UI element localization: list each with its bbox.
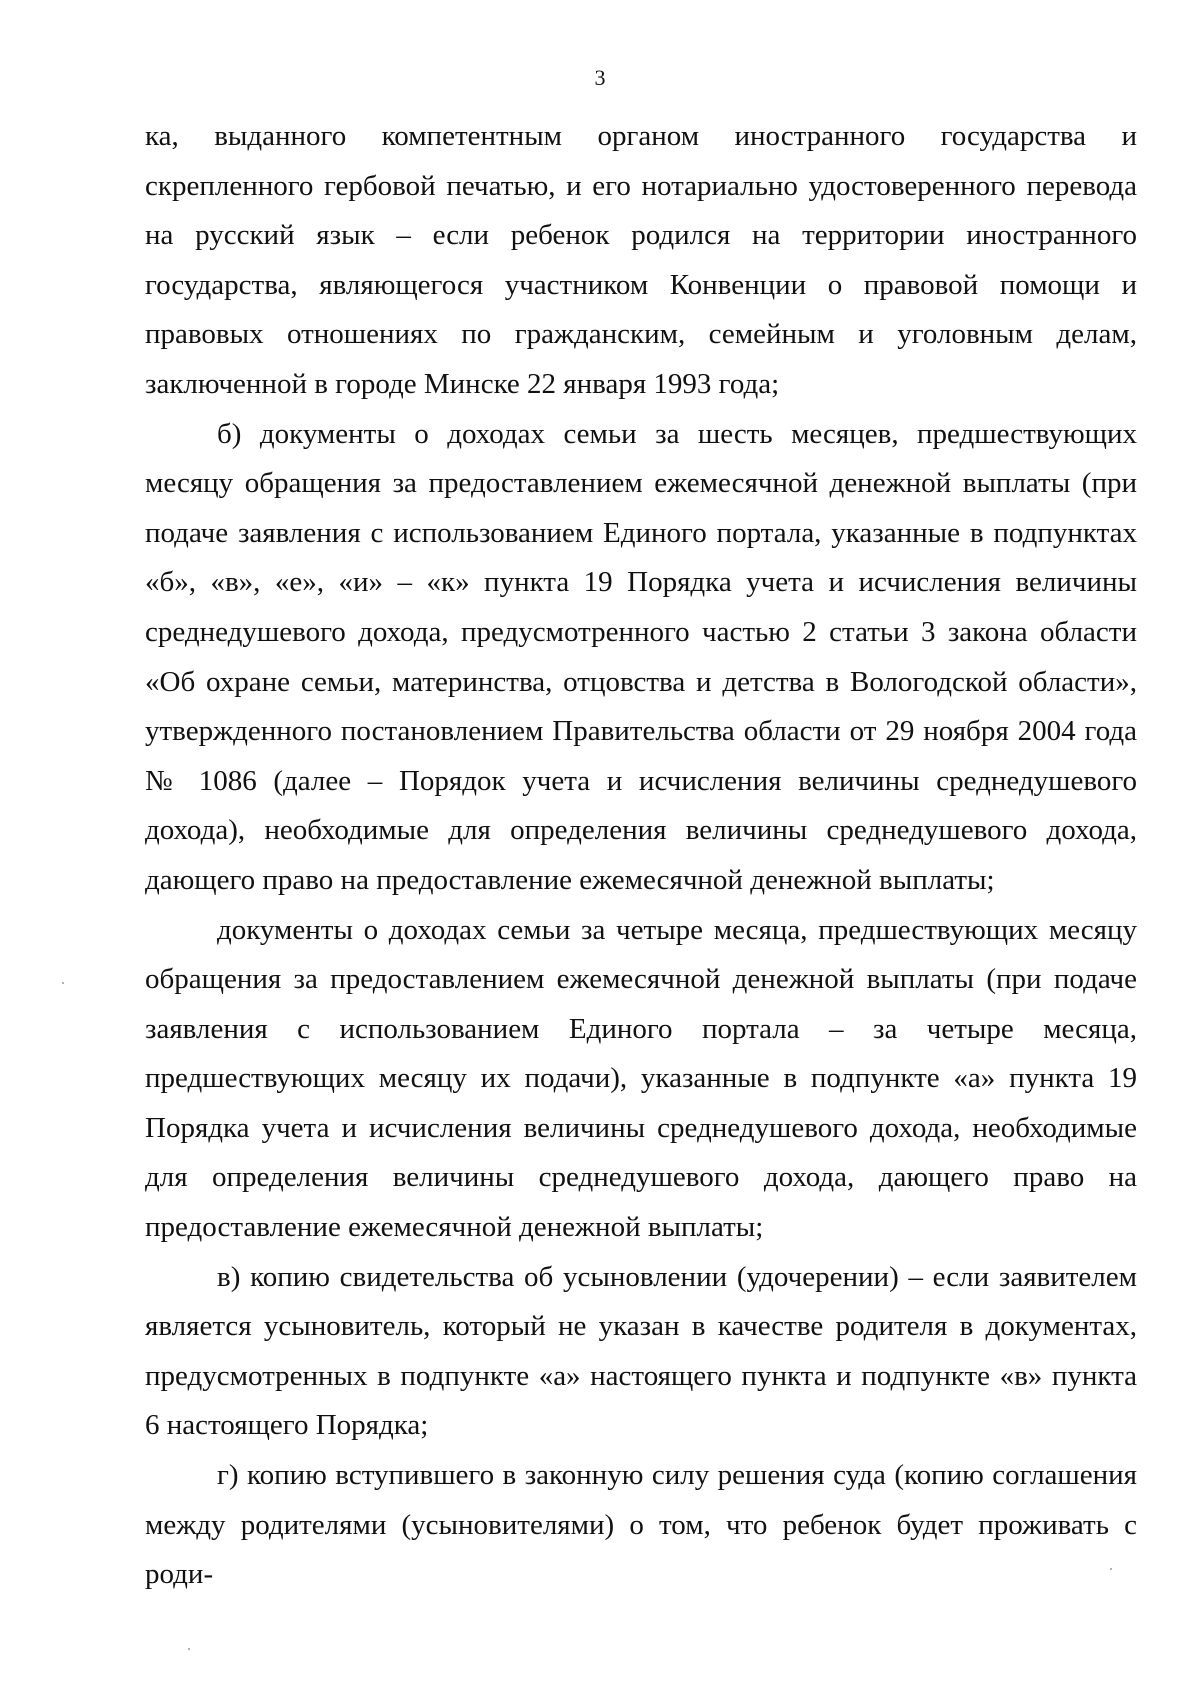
scan-speck xyxy=(1110,1568,1112,1570)
scan-speck xyxy=(188,1648,190,1650)
page-number: 3 xyxy=(594,65,606,90)
paragraph-continuation: ка, выданного компетентным органом иностранного государства и скрепленного гербовой печатью, и его нотариально удостоверенного перевода на русский язык – если ребенок родился на территории иностранного государства, являющегося участником Конвенции о правовой помощи и правовых отношениях по гражданским, семейным и уголовным делам, заключенной в городе Минске 22 января 1993 года; xyxy=(145,120,1137,400)
paragraph-item-g: г) копию вступившего в законную силу решения суда (копию соглашения между родителями (усыновителями) о том, что ребенок будет проживать с роди- xyxy=(145,1459,1137,1591)
paragraph-income-four-months: документы о доходах семьи за четыре месяца, предшествующих месяцу обращения за предоставлением ежемесячной денежной выплаты (при подаче заявления с использованием Единого портала – за четыре месяца, предшествующих месяцу их подачи), указанные в подпункте «а» пункта 19 Порядка учета и исчисления величины среднедушевого дохода, необходимые для определения величины среднедушевого дохода, дающего право на предоставление ежемесячной денежной выплаты; xyxy=(145,913,1137,1244)
document-body xyxy=(145,112,1137,1600)
paragraph-item-b: б) документы о доходах семьи за шесть месяцев, предшествующих месяцу обращения за предоставлением ежемесячной денежной выплаты (при подаче заявления с использованием Единого портала, указанные в подпунктах «б», «в», «е», «и» – «к» пункта 19 Порядка учета и исчисления величины среднедушевого дохода, предусмотренного частью 2 статьи 3 закона области «Об охране семьи, материнства, отцовства и детства в Вологодской области», утвержденного постановлением Правительства области от 29 ноября 2004 года № 1086 (далее – Порядок учета и исчисления величины среднедушевого дохода), необходимые для определения величины среднедушевого дохода, дающего право на предоставление ежемесячной денежной выплаты; xyxy=(145,417,1137,896)
scan-speck xyxy=(62,982,64,984)
paragraph-item-v: в) копию свидетельства об усыновлении (удочерении) – если заявителем является усыновитель, который не указан в качестве родителя в документах, предусмотренных в подпункте «а» настоящего пункта и подпункте «в» пункта 6 настоящего Порядка; xyxy=(145,1260,1137,1442)
